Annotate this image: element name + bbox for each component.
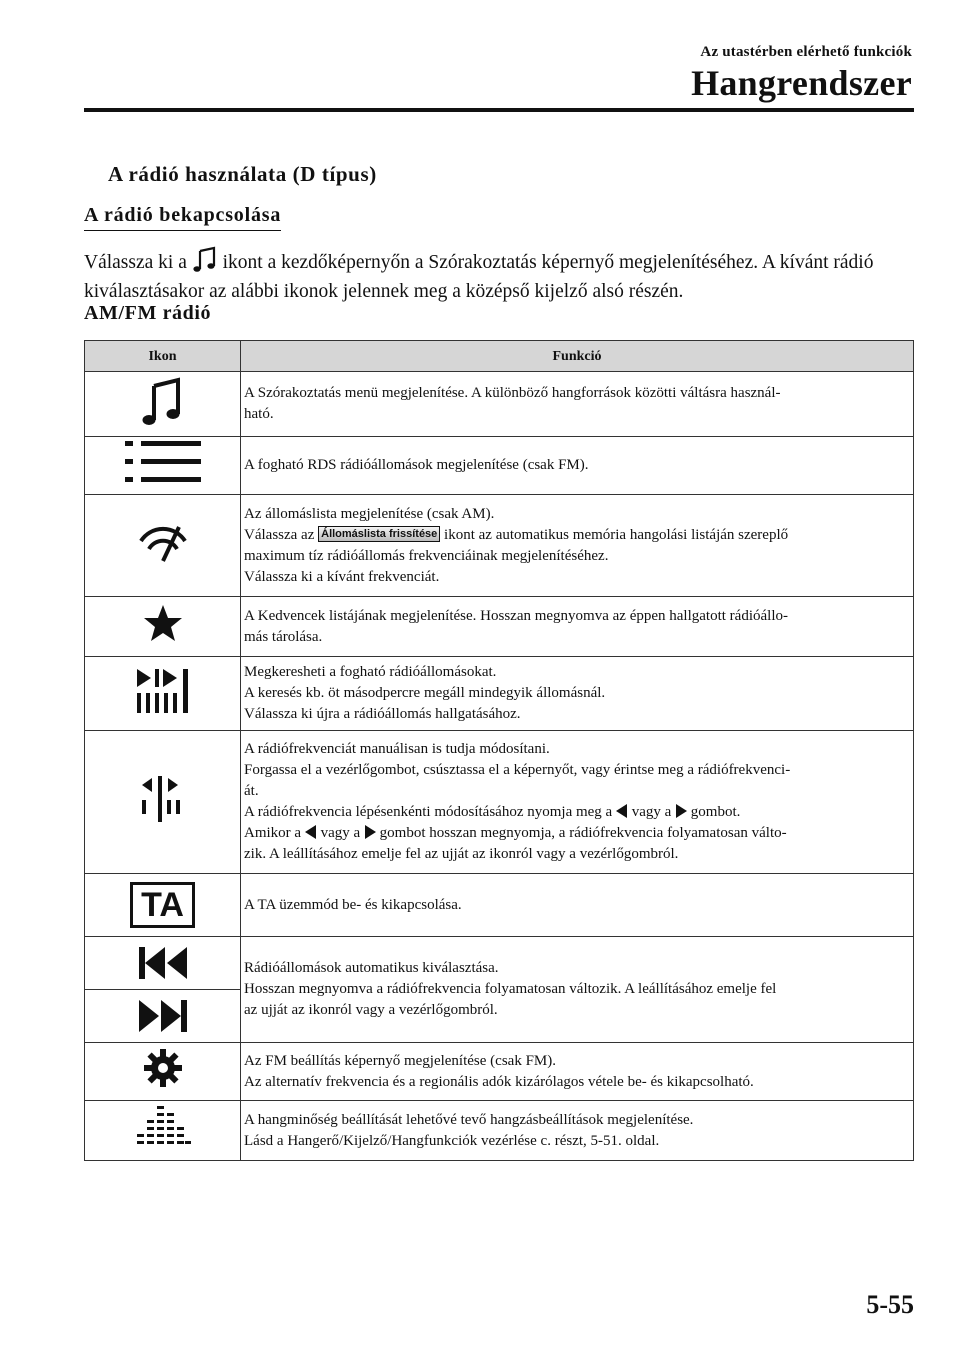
- icon-cell: [85, 937, 241, 1043]
- icon-cell: [85, 597, 241, 657]
- icon-cell: [85, 1101, 241, 1161]
- description-line: Az FM beállítás képernyő megjelenítése (csak FM).: [244, 1052, 556, 1069]
- description-cell: [241, 1043, 914, 1101]
- page-number: 5-55: [866, 1290, 914, 1319]
- table-row: [85, 874, 914, 937]
- table-row: [85, 657, 914, 731]
- icon-cell: [85, 657, 241, 731]
- left-arrow-icon: [616, 804, 628, 818]
- station-list-refresh-button[interactable]: Állomáslista frissítése: [318, 526, 440, 542]
- description-line: Forgassa el a vezérlőgombot, csúsztassa el a képernyőt, vagy érintse meg a rádiófrekvenci-: [244, 762, 791, 778]
- description-line: [244, 823, 907, 844]
- music-note-icon: [192, 246, 218, 274]
- table-row: [85, 731, 914, 874]
- section-title: A rádió használata (D típus): [108, 162, 377, 186]
- column-header-icon: Ikon: [85, 341, 241, 372]
- intro-text-end: ikont a kezdőképernyőn a Szórakoztatás képernyő megjelenítéséhez. A kívánt rádió kiválasztásakor az alábbi ikonok jelennek meg a középső kijelző alsó részén.: [84, 252, 874, 302]
- description-line: Válassza ki újra a rádióállomás hallgatásához.: [244, 706, 521, 722]
- description-line: át.: [244, 783, 259, 799]
- description-cell: [241, 937, 914, 1043]
- table-row: [85, 1101, 914, 1161]
- description-line: [244, 525, 907, 546]
- ta-icon: TA: [130, 882, 195, 928]
- chapter-subtitle: Az utastérben elérhető funkciók: [700, 44, 912, 60]
- subsection-title: A rádió bekapcsolása: [84, 204, 281, 231]
- left-arrow-icon: [305, 825, 317, 839]
- description-line: Válassza ki a kívánt frekvenciát.: [244, 568, 440, 585]
- station-list-icon: [135, 519, 191, 565]
- column-header-function: Funkció: [241, 341, 914, 372]
- description-line: A keresés kb. öt másodpercre megáll mindegyik állomásnál.: [244, 685, 606, 701]
- description-cell: [241, 597, 914, 657]
- gear-icon: [143, 1048, 183, 1088]
- list-icon: [123, 437, 203, 487]
- description-line: ható.: [244, 406, 274, 422]
- description-line: A TA üzemmód be- és kikapcsolása.: [244, 896, 462, 913]
- description-line: Az állomáslista megjelenítése (csak AM).: [244, 505, 495, 522]
- icon-cell: [85, 437, 241, 495]
- description-line: Az alternatív frekvencia és a regionális adók kizárólagos vétele be- és kikapcsolható.: [244, 1073, 754, 1090]
- description-cell: [241, 874, 914, 937]
- description-fragment: vagy a: [627, 804, 676, 820]
- intro-text-start: Válassza ki a: [84, 252, 192, 273]
- intro-paragraph: [84, 246, 914, 306]
- description-fragment: gombot hosszan megnyomja, a rádiófrekvencia folyamatosan válto-: [375, 825, 787, 841]
- equalizer-icon: [133, 1104, 193, 1150]
- description-line: A fogható RDS rádióállomások megjelenítése (csak FM).: [244, 457, 589, 473]
- description-fragment: Válassza az: [244, 526, 319, 543]
- icon-cell: [85, 495, 241, 597]
- icon-cell: [85, 731, 241, 874]
- description-cell: [241, 1101, 914, 1161]
- description-fragment: vagy a: [316, 825, 364, 841]
- chapter-title: Hangrendszer: [691, 63, 912, 103]
- description-line: más tárolása.: [244, 628, 323, 645]
- skip-forward-icon: [137, 998, 189, 1034]
- table-row: [85, 372, 914, 437]
- band-heading: AM/FM rádió: [84, 302, 212, 324]
- description-fragment: ikont az automatikus memória hangolási listáján szereplő: [440, 526, 789, 543]
- description-fragment: gombot.: [687, 804, 741, 820]
- description-line: [244, 802, 907, 823]
- description-cell: [241, 437, 914, 495]
- table-row: [85, 1043, 914, 1101]
- description-line: az ujját az ikonról vagy a vezérlőgombról.: [244, 1002, 498, 1018]
- skip-back-icon: [137, 945, 189, 981]
- description-line: zik. A leállításához emelje fel az ujját az ikonról vagy a vezérlőgombról.: [244, 846, 679, 862]
- scan-icon: [133, 665, 193, 715]
- table-row: [85, 437, 914, 495]
- description-line: Rádióállomások automatikus kiválasztása.: [244, 960, 499, 976]
- description-fragment: A rádiófrekvencia lépésenkénti módosításához nyomja meg a: [244, 804, 616, 820]
- description-cell: [241, 495, 914, 597]
- description-fragment: Amikor a: [244, 825, 305, 841]
- icon-subcell: [85, 937, 240, 990]
- table-header-row: [85, 341, 914, 372]
- description-line: A Kedvencek listájának megjelenítése. Hosszan megnyomva az éppen hallgatott rádióállo-: [244, 607, 788, 624]
- right-arrow-icon: [675, 804, 687, 818]
- icon-cell: [85, 372, 241, 437]
- table-row: [85, 597, 914, 657]
- star-icon: [143, 603, 183, 643]
- description-line: Lásd a Hangerő/Kijelző/Hangfunkciók vezérlése c. részt, 5-51. oldal.: [244, 1132, 660, 1149]
- icon-subcell: [85, 990, 240, 1042]
- description-line: A hangminőség beállítását lehetővé tevő hangzásbeállítások megjelenítése.: [244, 1111, 694, 1128]
- right-arrow-icon: [364, 825, 376, 839]
- description-line: A Szórakoztatás menü megjelenítése. A különböző hangforrások közötti váltásra használ-: [244, 385, 781, 401]
- tune-icon: [138, 774, 188, 824]
- description-cell: [241, 372, 914, 437]
- table-row: [85, 937, 914, 1043]
- description-cell: [241, 731, 914, 874]
- icon-cell: [85, 874, 241, 937]
- description-line: Hosszan megnyomva a rádiófrekvencia folyamatosan változik. A leállításához emelje fel: [244, 981, 777, 997]
- function-table: [84, 340, 914, 1161]
- description-cell: [241, 657, 914, 731]
- description-line: A rádiófrekvenciát manuálisan is tudja módosítani.: [244, 741, 550, 757]
- description-line: maximum tíz rádióállomás frekvenciáinak megjelenítéséhez.: [244, 547, 609, 564]
- icon-cell: [85, 1043, 241, 1101]
- description-line: Megkeresheti a fogható rádióállomásokat.: [244, 664, 497, 680]
- table-row: [85, 495, 914, 597]
- music-note-icon: [138, 376, 188, 426]
- header-rule: [84, 108, 914, 112]
